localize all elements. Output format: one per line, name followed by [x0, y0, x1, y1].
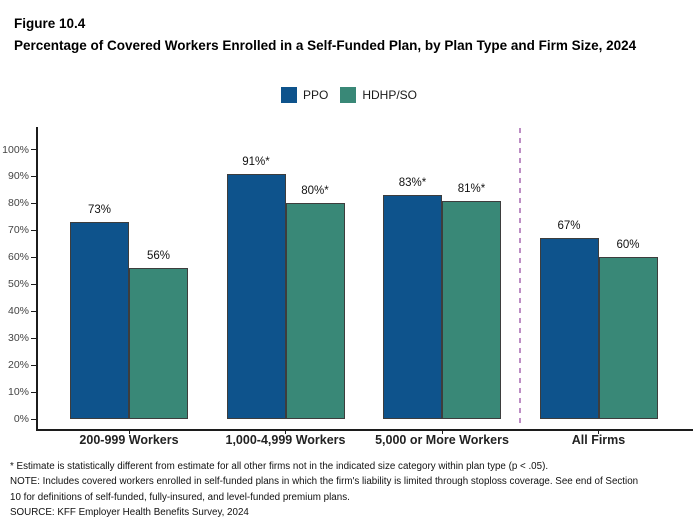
footnote-asterisk: * Estimate is statistically different from estimate for all other firms not in the indicated size category within plan type (p < .05). [10, 461, 549, 472]
y-tick-label: 80% [7, 197, 29, 210]
y-tick-label: 30% [7, 332, 29, 345]
y-tick-label: 60% [7, 251, 29, 264]
all-firms-separator-line [519, 128, 521, 427]
bar-hdhp-so [599, 257, 658, 419]
bar-ppo [383, 195, 442, 419]
y-axis-line [36, 127, 38, 431]
figure-title: Percentage of Covered Workers Enrolled in a Self-Funded Plan, by Plan Type and Firm Size, 2024 [14, 37, 637, 53]
category-label: 200-999 Workers [79, 433, 179, 447]
y-tick-mark [31, 392, 36, 393]
y-tick-label: 90% [7, 170, 29, 183]
footnote-note-line2: 10 for definitions of self-funded, fully-insured, and level-funded premium plans. [10, 491, 350, 503]
category-label: All Firms [571, 433, 626, 447]
footnotes [10, 459, 698, 521]
y-tick-mark [31, 284, 36, 285]
y-tick-label: 0% [13, 413, 29, 425]
bar-value-label: 56% [146, 250, 171, 263]
bar-hdhp-so [286, 203, 345, 419]
figure-number: Figure 10.4 [14, 16, 86, 31]
y-tick-mark [31, 365, 36, 366]
bar-value-label: 83%* [398, 177, 427, 190]
category-label: 1,000-4,999 Workers [225, 433, 346, 447]
bar-ppo [540, 238, 599, 419]
y-tick-mark [31, 149, 36, 150]
y-tick-mark [31, 176, 36, 177]
bar-ppo [227, 174, 286, 419]
legend-label-ppo: PPO [302, 88, 329, 102]
y-tick-mark [31, 257, 36, 258]
y-tick-label: 20% [7, 359, 29, 372]
y-tick-label: 50% [7, 278, 29, 291]
y-tick-label: 40% [7, 305, 29, 318]
footnote-note-line1: NOTE: Includes covered workers enrolled in self-funded plans in which the firm's liability is limited through stoploss coverage. See end of Section [10, 476, 639, 488]
bar-hdhp-so [442, 201, 501, 419]
y-tick-mark [31, 419, 36, 420]
bar-value-label: 60% [616, 239, 640, 252]
y-tick-mark [31, 230, 36, 231]
bar-hdhp-so [129, 268, 188, 419]
y-tick-label: 70% [7, 224, 29, 237]
bar-value-label: 80%* [301, 185, 329, 198]
y-tick-mark [31, 338, 36, 339]
category-label: 5,000 or More Workers [375, 433, 509, 447]
bar-value-label: 81%* [457, 182, 486, 195]
y-tick-mark [31, 311, 36, 312]
legend-label-hdhpso: HDHP/SO [362, 88, 418, 102]
y-tick-label: 10% [7, 386, 29, 399]
bar-value-label: 91%* [242, 155, 270, 168]
x-axis-line [36, 429, 693, 431]
bar-value-label: 73% [87, 204, 112, 217]
footnote-source: SOURCE: KFF Employer Health Benefits Survey, 2024 [10, 507, 249, 519]
bar-value-label: 67% [557, 220, 581, 233]
y-tick-mark [31, 203, 36, 204]
y-tick-label: 100% [2, 143, 29, 156]
